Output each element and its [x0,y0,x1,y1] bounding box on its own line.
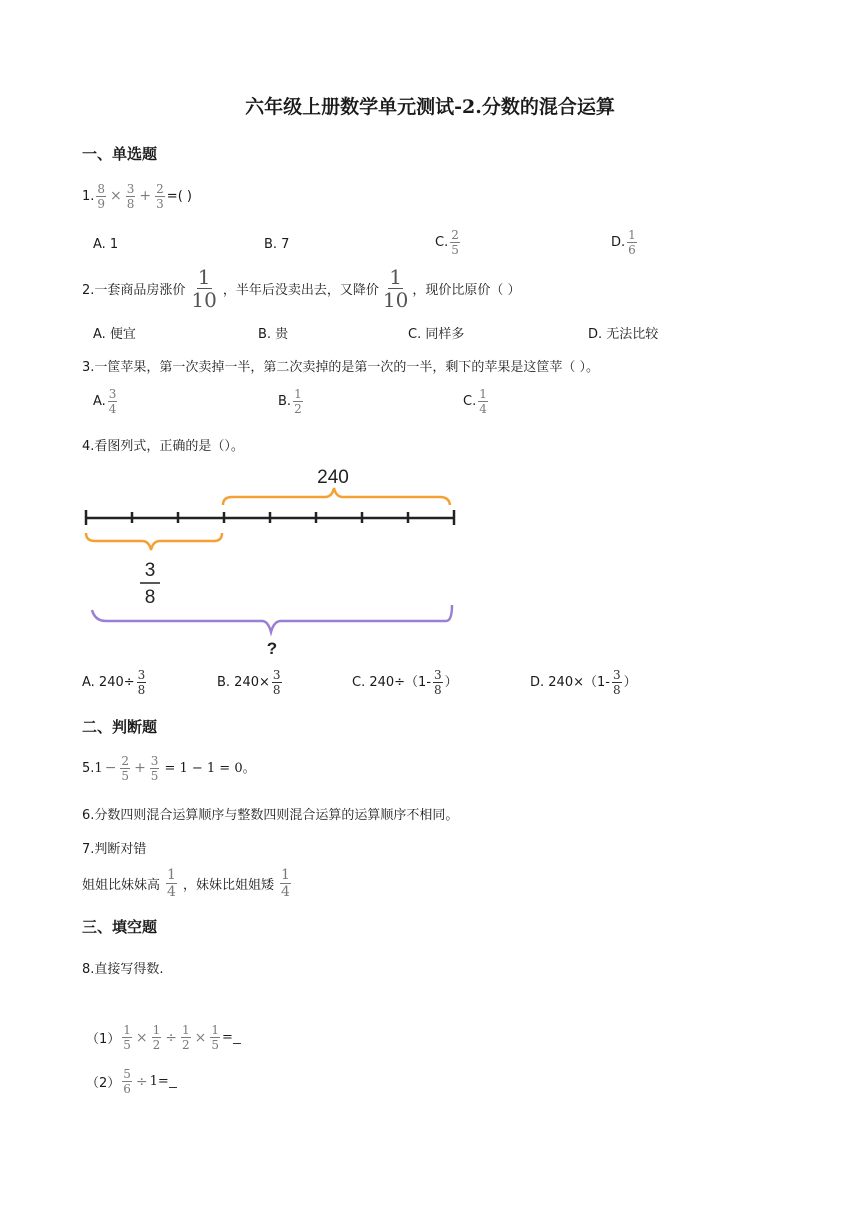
q4-option-c[interactable]: C. 240÷（1- $\frac{3}{8}$ ） [352,668,458,697]
q4-diagram [0,455,520,665]
question-7-statement: 姐姐比妹妹高 $\frac{1}{4}$ ，妹妹比姐姐矮 $\frac{1}{4}$ [82,867,290,900]
fraction: $\frac{3}{4}$ [108,387,117,416]
fraction: $\frac{3}{8}$ [434,668,442,697]
fraction: $\frac{2}{5}$ [121,754,130,783]
fraction: $\frac{3}{8}$ [126,182,135,211]
fraction: $\frac{1}{4}$ [479,387,487,416]
q8-part-2: （2） $\frac{5}{6}$ ÷ 1= [86,1068,177,1095]
fraction: $\frac{1}{5}$ [123,1023,131,1052]
section-heading-fill-blank: 三、填空题 [82,918,158,936]
fraction-numerator: 3 [144,560,156,581]
question-2: 2.一套商品房涨价 $\frac{1}{10}$ ，半年后没卖出去，又降价 $\frac{1}{10}$ ，现价比原价（ ） [82,265,521,312]
fraction: $\frac{1}{6}$ [628,228,636,257]
fraction: $\frac{1}{4}$ [167,867,176,900]
q3-option-b[interactable]: B. $\frac{1}{2}$ [278,387,302,416]
fraction: $\frac{1}{4}$ [280,867,290,900]
question-1: 1. $\frac{8}{9}$ × $\frac{3}{8}$ + $\frac{2}{3}$ =( ) [82,182,192,211]
question-6: 6.分数四则混合运算顺序与整数四则混合运算的运算顺序不相同。 [82,808,459,823]
q1-option-d[interactable]: D. $\frac{1}{6}$ [611,228,636,257]
fraction: $\frac{1}{10}$ [382,265,409,312]
q2-option-a[interactable]: A. 便宜 [93,327,136,342]
answer-blank[interactable] [169,1075,177,1088]
q2-option-b[interactable]: B. 贵 [258,327,289,342]
section-heading-single-choice: 一、单选题 [82,145,158,163]
question-7: 7.判断对错 [82,842,147,857]
page-title: 六年级上册数学单元测试-2.分数的混合运算 [245,96,615,118]
question-number: 1. [82,189,95,204]
top-label-240: 240 [317,467,349,488]
fraction: $\frac{5}{6}$ [123,1067,131,1096]
q4-option-d[interactable]: D. 240×（1- $\frac{3}{8}$ ） [530,668,637,697]
q3-option-c[interactable]: C. $\frac{1}{4}$ [463,387,487,416]
fraction: $\frac{2}{3}$ [156,182,164,211]
fraction: $\frac{1}{10}$ [191,265,217,312]
answer-blank[interactable] [233,1031,241,1044]
bottom-brace [92,605,452,632]
fraction: $\frac{3}{5}$ [150,754,159,783]
q8-part-1: （1） $\frac{1}{5}$ × $\frac{1}{2}$ ÷ $\frac{1}{2}$ × $\frac{1}{5}$ = [86,1024,241,1051]
question-3: 3.一筐苹果，第一次卖掉一半，第二次卖掉的是第一次的一半，剩下的苹果是这筐苹（ ）。 [82,360,600,375]
fraction: $\frac{1}{2}$ [182,1023,190,1052]
fraction: $\frac{1}{5}$ [211,1023,220,1052]
q3-option-a[interactable]: A. $\frac{3}{4}$ [93,387,117,416]
fraction: $\frac{1}{2}$ [294,387,302,416]
question-5: 5.1 − $\frac{2}{5}$ + $\frac{3}{5}$ = 1 − 1 = 0。 [82,754,256,783]
question-mark: ? [266,639,278,658]
fraction: $\frac{1}{2}$ [152,1023,161,1052]
fraction: $\frac{3}{8}$ [137,668,146,697]
top-brace [223,488,450,505]
question-4: 4.看图列式，正确的是（）。 [82,439,244,454]
fraction: $\frac{2}{5}$ [451,228,459,257]
fraction: $\frac{3}{8}$ [272,668,281,697]
q4-option-a[interactable]: A. 240÷ $\frac{3}{8}$ [82,668,146,697]
q1-option-a[interactable]: A. 1 [93,237,119,252]
fraction-denominator: 8 [144,587,156,608]
lower-brace [86,533,222,550]
fraction: $\frac{3}{8}$ [612,668,621,697]
section-heading-true-false: 二、判断题 [82,718,158,736]
fraction: $\frac{8}{9}$ [97,182,106,211]
q2-option-c[interactable]: C. 同样多 [408,327,465,342]
q2-option-d[interactable]: D. 无法比较 [588,327,659,342]
question-8: 8.直接写得数. [82,962,164,977]
q1-option-c[interactable]: C. $\frac{2}{5}$ [435,228,459,257]
q1-option-b[interactable]: B. 7 [264,237,290,252]
q4-option-b[interactable]: B. 240× $\frac{3}{8}$ [217,668,281,697]
